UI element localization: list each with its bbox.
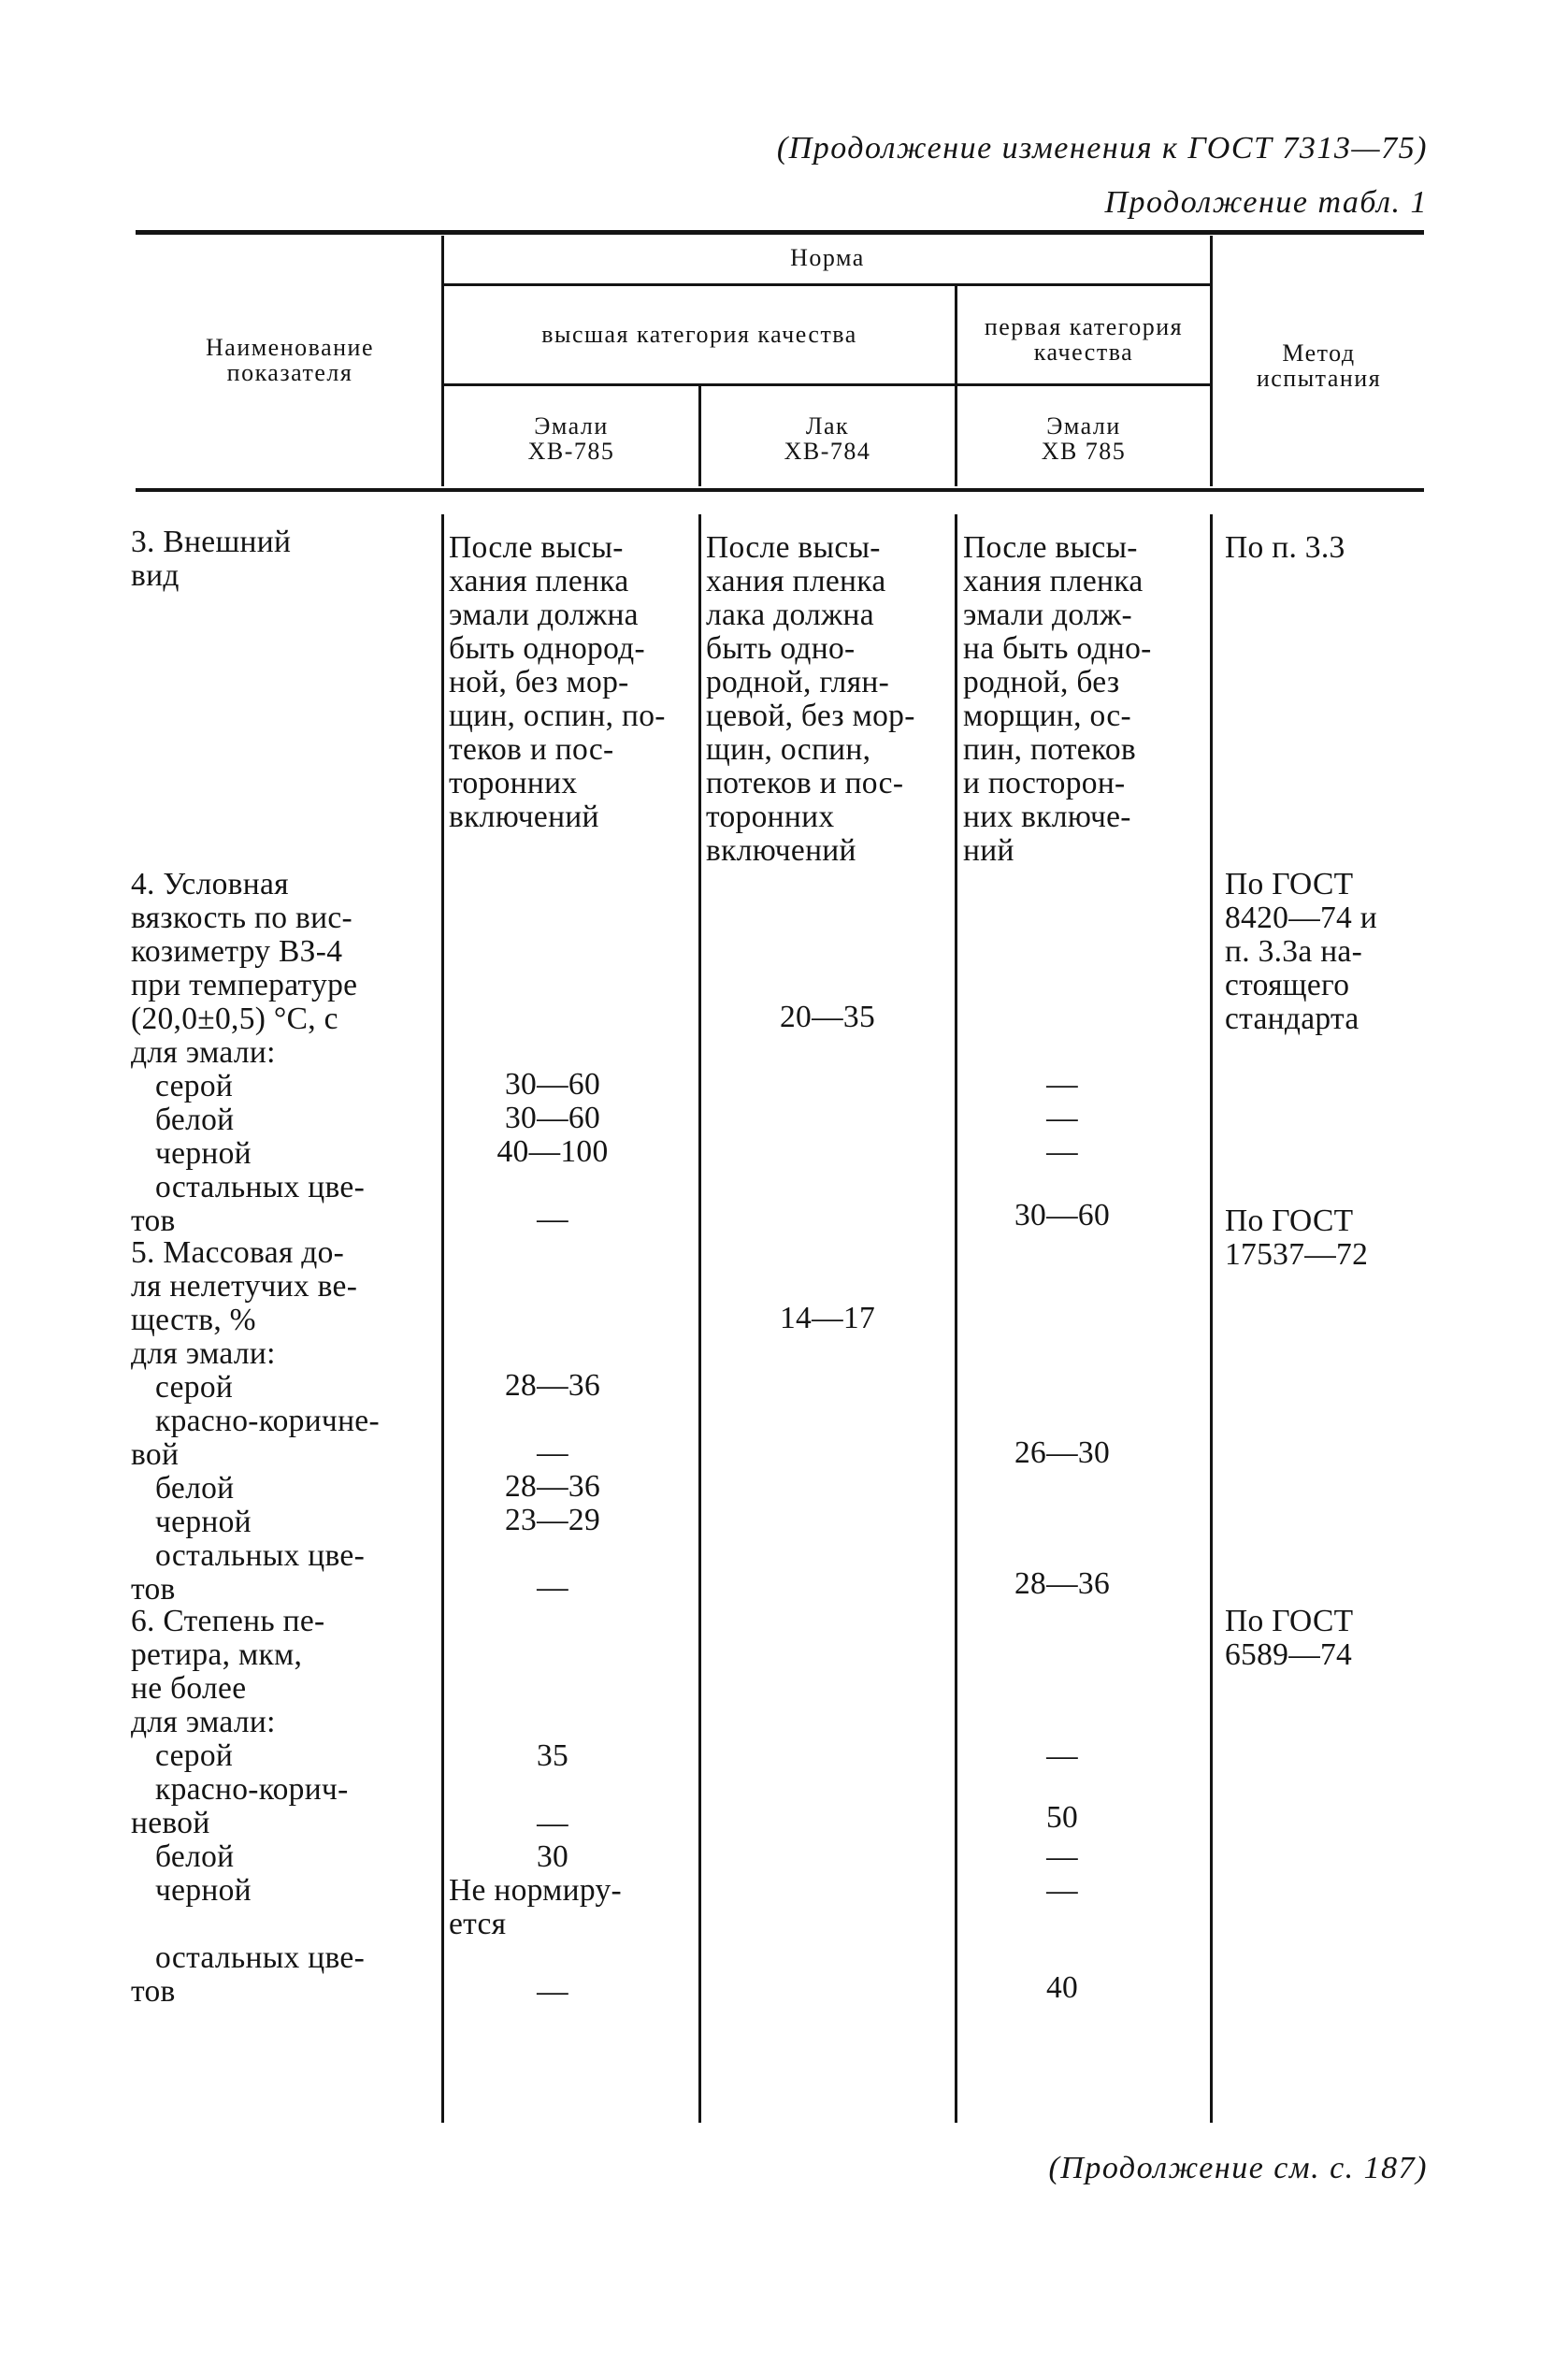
row5-first-redbrown: 26—30 xyxy=(1014,1435,1110,1470)
header-bottom-rule xyxy=(136,488,1424,492)
category-rule xyxy=(443,383,1210,386)
header-indicator-name: Наименование показателя xyxy=(206,334,374,386)
row6-indicator: 6. Степень пе- ретира, мкм, не более для эмали: серой красно-корич- невой белой черной остальных цве- тов xyxy=(131,1604,366,2009)
row6-first-white: — xyxy=(1046,1839,1078,1874)
row4-enamel-black: 40—100 xyxy=(496,1134,609,1169)
row4-lacquer-value: 20—35 xyxy=(780,1000,875,1034)
row4-enamel-grey: 30—60 xyxy=(505,1067,600,1102)
row3-enamel-text: После высы- хания пленка эмали должна быть однород- ной, без мор- щин, оспин, по- теков и пос- торонних включений xyxy=(449,530,666,834)
row6-enamel-black: Не нормиру- ется xyxy=(449,1873,622,1941)
row6-first-other: 40 xyxy=(1045,1970,1079,2005)
row4-enamel-other: — xyxy=(537,1202,568,1236)
row6-enamel-other: — xyxy=(537,1974,568,2009)
row4-first-other: 30—60 xyxy=(1014,1198,1110,1232)
row6-first-grey: — xyxy=(1046,1738,1078,1773)
row4-first-grey: — xyxy=(1046,1067,1078,1102)
header-highest-category: высшая категория качества xyxy=(541,321,857,348)
col-divider-name xyxy=(441,236,444,486)
row5-first-other: 28—36 xyxy=(1014,1566,1110,1601)
row3-method: По п. 3.3 xyxy=(1225,530,1345,565)
col-divider-method xyxy=(1210,236,1213,486)
row3-lacquer-text: После высы- хания пленка лака должна быть одно- родной, глян- цевой, без мор- щин, оспин, потеков и пос- торонних включений xyxy=(706,530,915,868)
header-lacquer-hv784: Лак ХВ-784 xyxy=(784,412,871,465)
row4-first-white: — xyxy=(1046,1101,1078,1135)
header-enamel-hv785: Эмали ХВ-785 xyxy=(527,412,615,465)
row5-indicator: 5. Массовая до- ля нелетучих ве- ществ, % для эмали: серой красно-коричне- вой белой черной остальных цве- тов xyxy=(131,1235,380,1607)
row5-enamel-black: 23—29 xyxy=(505,1503,600,1537)
col-divider-name-body xyxy=(441,514,444,2123)
row4-first-black: — xyxy=(1046,1134,1078,1169)
row5-method: По ГОСТ 17537—72 xyxy=(1225,1204,1369,1272)
row5-enamel-redbrown: — xyxy=(537,1435,568,1470)
table-continuation-label: Продолжение табл. 1 xyxy=(1104,185,1428,220)
table-top-rule xyxy=(136,230,1424,235)
row6-first-redbrown: 50 xyxy=(1045,1800,1079,1835)
row4-indicator: 4. Условная вязкость по вис- козиметру ВЗ-4 при температуре (20,0±0,5) °С, с для эмали: серой белой черной остальных цве- тов xyxy=(131,867,366,1238)
header-test-method: Метод испытания xyxy=(1256,339,1382,392)
row5-lacquer-value: 14—17 xyxy=(780,1301,875,1335)
norma-rule xyxy=(443,283,1210,286)
continuation-note: (Продолжение изменения к ГОСТ 7313—75) xyxy=(776,131,1428,166)
row6-enamel-white: 30 xyxy=(536,1839,569,1874)
header-norma: Норма xyxy=(790,244,865,271)
header-first-category: первая категория качества xyxy=(984,313,1184,366)
row5-enamel-grey: 28—36 xyxy=(505,1368,600,1403)
row6-method: По ГОСТ 6589—74 xyxy=(1225,1604,1354,1672)
row4-enamel-white: 30—60 xyxy=(505,1101,600,1135)
row5-enamel-white: 28—36 xyxy=(505,1469,600,1504)
row6-enamel-grey: 35 xyxy=(536,1738,569,1773)
row3-enamel-first-text: После высы- хания пленка эмали долж- на быть одно- родной, без морщин, ос- пин, потеков и посторон- них включе- ний xyxy=(963,530,1152,868)
page-continuation-footer: (Продолжение см. с. 187) xyxy=(1048,2151,1428,2185)
row4-method: По ГОСТ 8420—74 и п. 3.3а на- стоящего стандарта xyxy=(1225,867,1378,1036)
col-divider-method-body xyxy=(1210,514,1213,2123)
row3-indicator: 3. Внешний вид xyxy=(131,525,292,593)
header-enamel-hv785-first: Эмали ХВ 785 xyxy=(1041,412,1127,465)
row6-first-black: — xyxy=(1046,1873,1078,1908)
row5-enamel-other: — xyxy=(537,1570,568,1605)
row6-enamel-redbrown: — xyxy=(537,1806,568,1840)
